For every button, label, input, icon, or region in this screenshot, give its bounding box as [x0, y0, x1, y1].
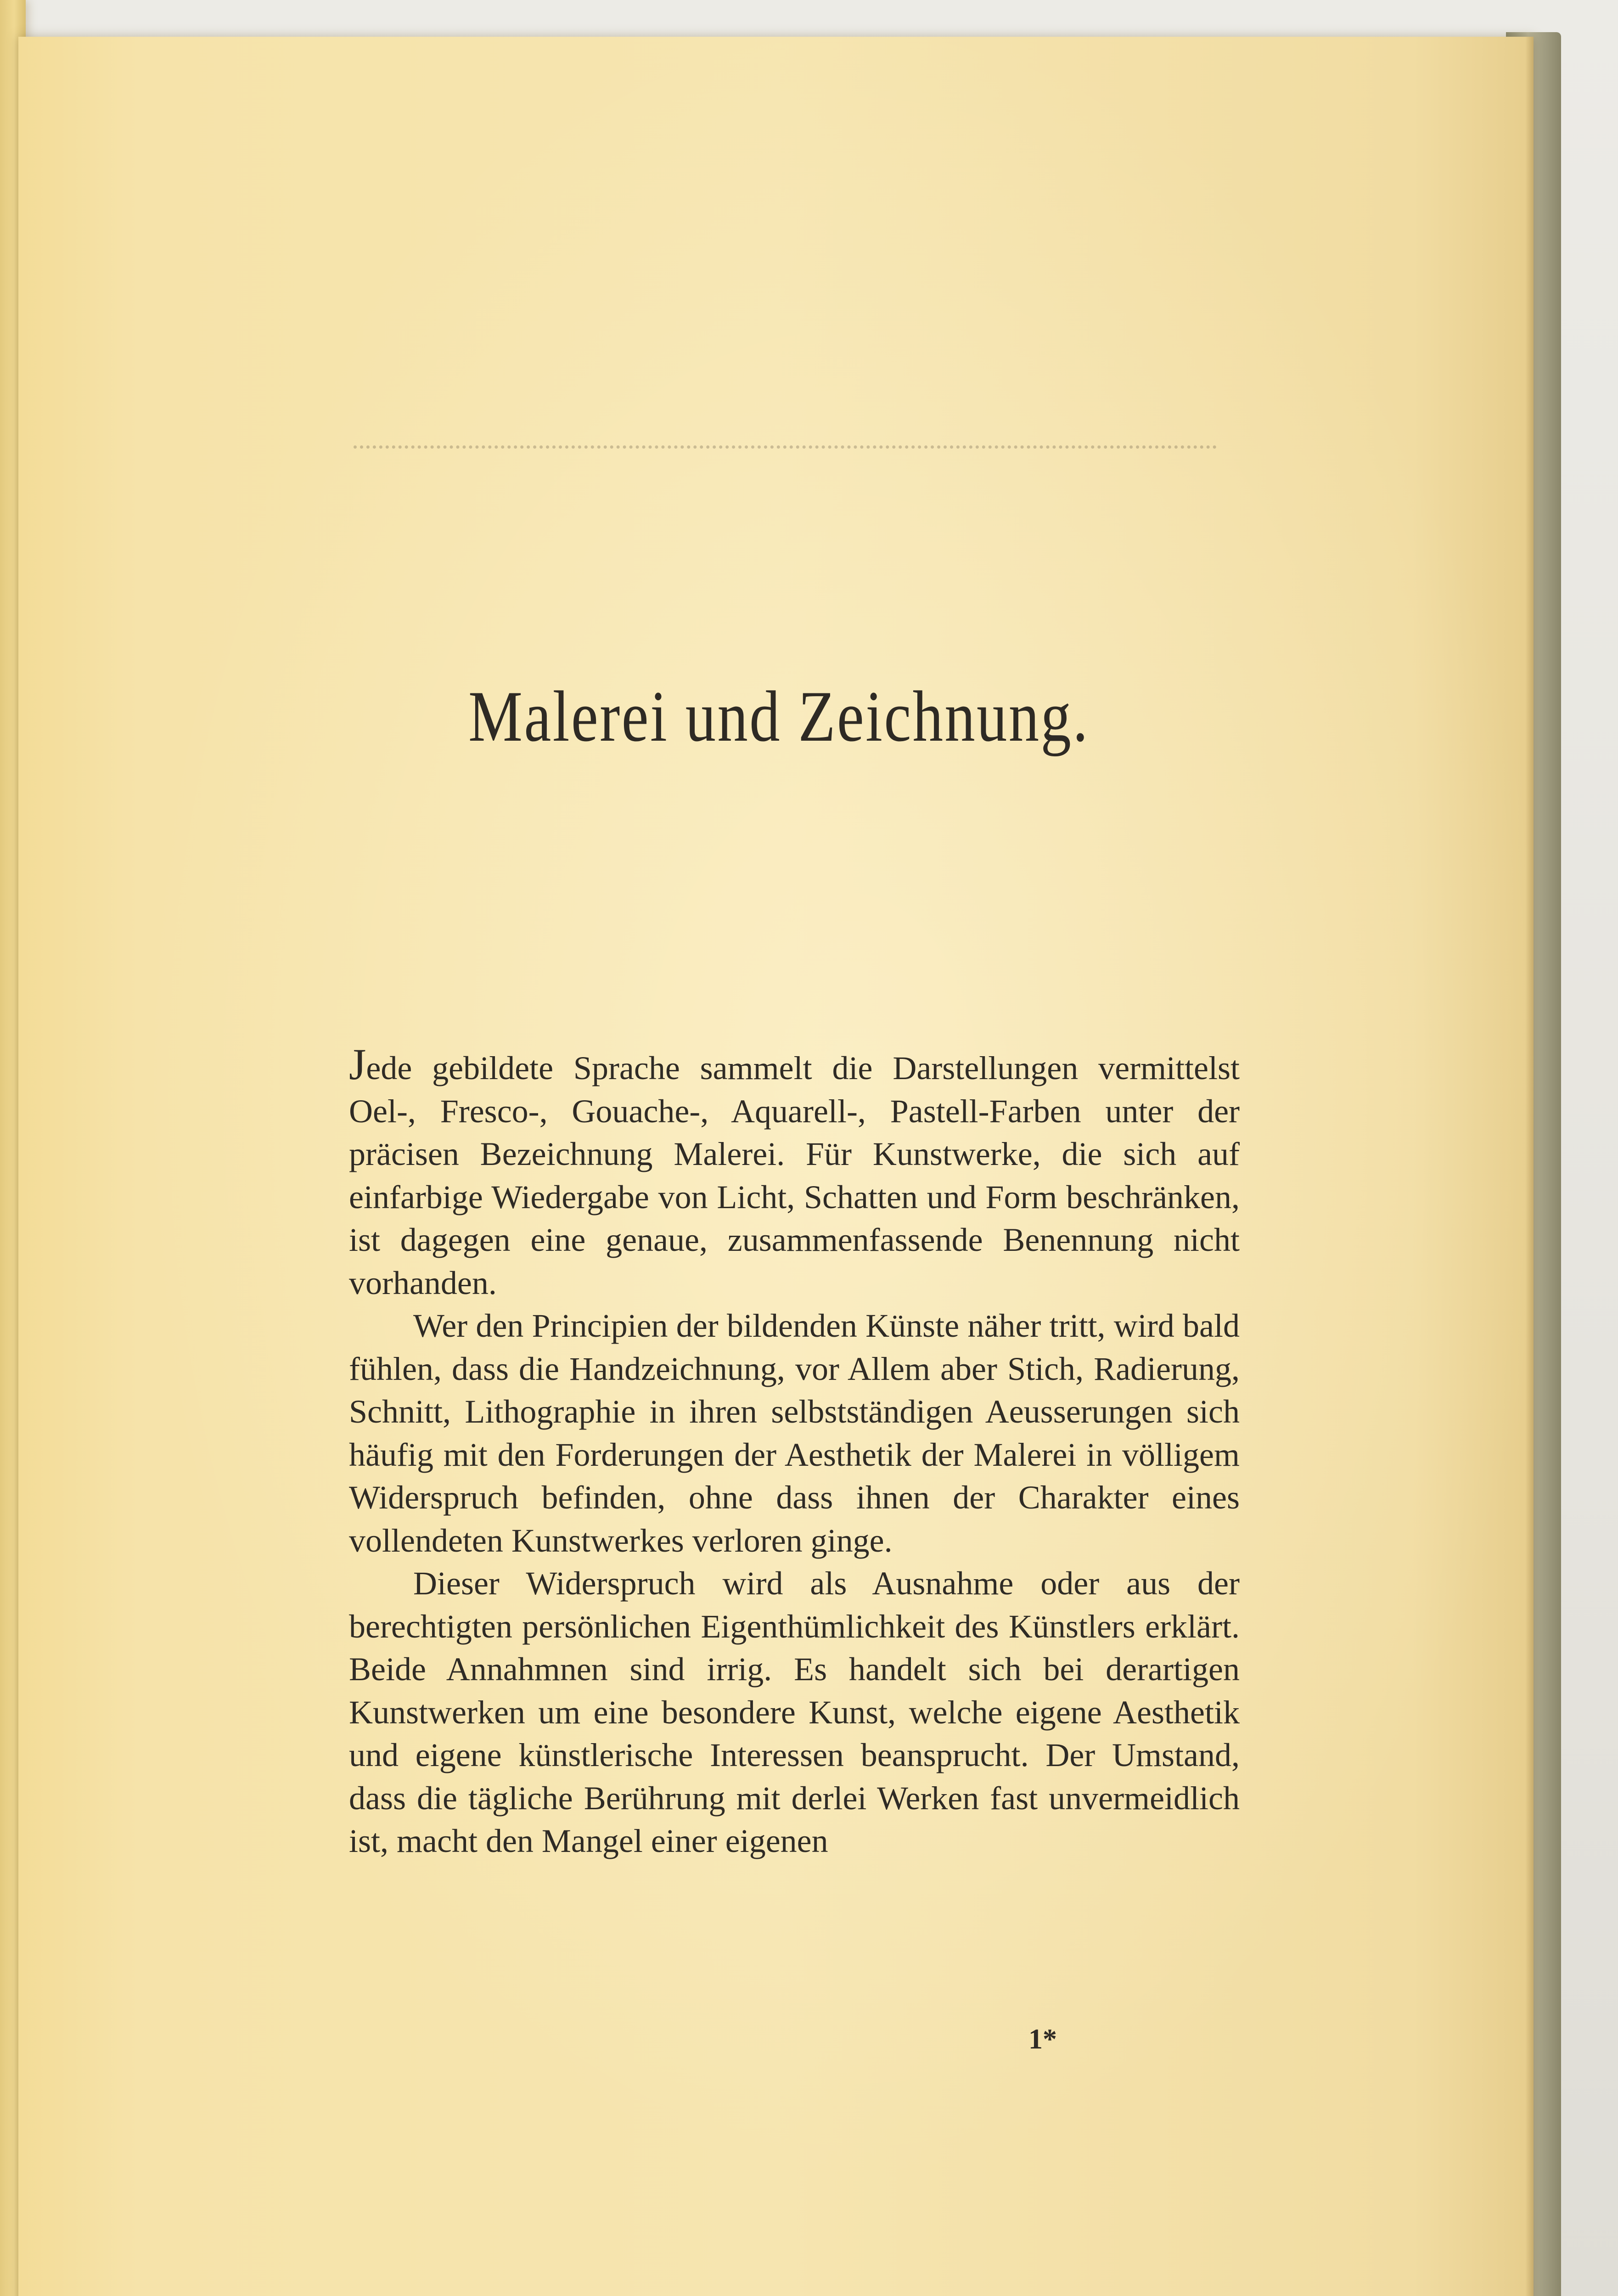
paragraph-2: Wer den Principien der bildenden Künste näher tritt, wird bald fühlen, dass die Handzeichnung, vor Allem aber Stich, Radierung, Schnitt, Lithographie in ihren selbstständigen Aeusserungen sich häufig mit den Forderungen der Aesthetik der Malerei in völligem Widerspruch befinden, ohne dass ihnen der Charakter eines vollendeten Kunstwerkes verloren ginge.: [349, 1307, 1240, 1559]
dotted-rule: [354, 445, 1217, 449]
paragraph-3: Dieser Widerspruch wird als Ausnahme oder aus der berechtigten persönlichen Eigenthümlichkeit des Künstlers erklärt. Beide Annahmnen sind irrig. Es handelt sich bei derartigen Kunstwerken um eine besondere Kunst, welche eigene Aesthetik und eigene künstlerische Interessen beansprucht. Der Umstand, dass die tägliche Berührung mit derlei Werken fast unvermeidlich ist, macht den Mangel einer eigenen: [349, 1565, 1240, 1859]
signature-mark: 1*: [1028, 2024, 1057, 2055]
body-text: [349, 1040, 1240, 1863]
initial-letter: J: [349, 1040, 366, 1089]
book-page: [18, 37, 1534, 2296]
paragraph-1-text: ede gebildete Sprache sammelt die Darstellungen vermittelst Oel-, Fresco-, Gouache-, Aquarell-, Pastell-Farben unter der präcisen Bezeichnung Malerei. Für Kunstwerke, die sich auf einfarbige Wiedergabe von Licht, Schatten und Form beschränken, ist dagegen eine genaue, zusammenfassende Benennung nicht vorhanden.: [349, 1050, 1240, 1301]
chapter-title: Malerei und Zeichnung.: [468, 676, 1090, 757]
page-edge-shadow: [1525, 37, 1534, 2296]
paragraph-1: [349, 1040, 1240, 1305]
